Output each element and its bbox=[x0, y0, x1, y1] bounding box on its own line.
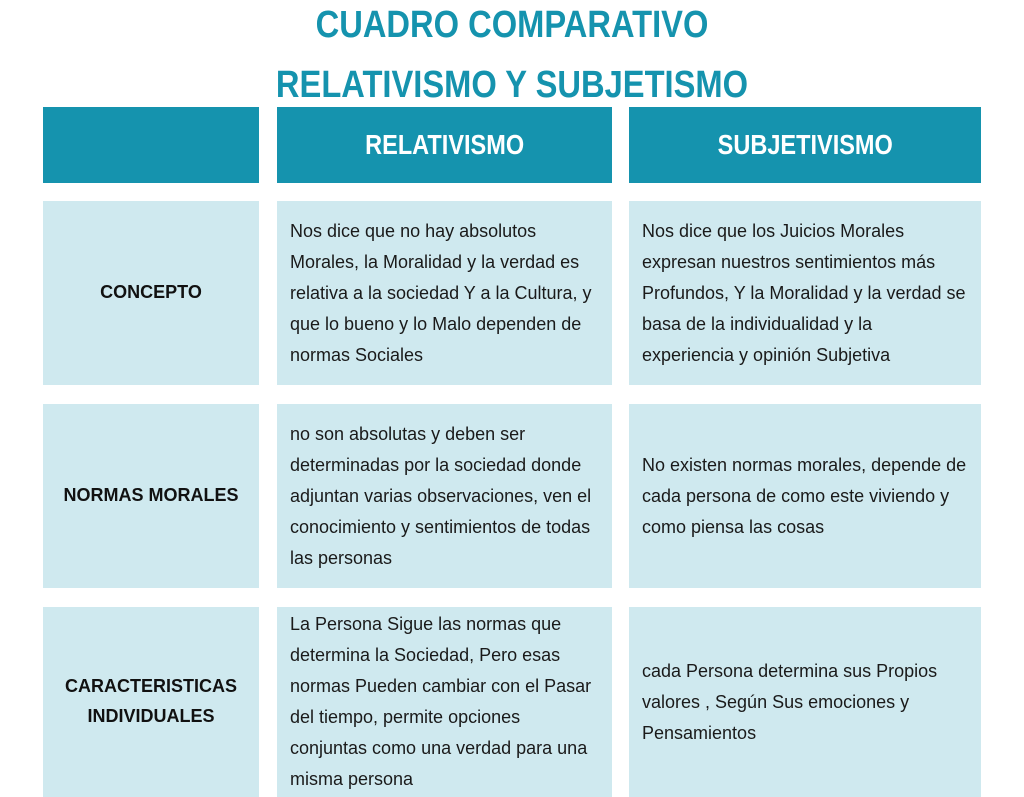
cell-caracteristicas-relativismo bbox=[277, 607, 612, 797]
cell-caracteristicas-subjetivismo bbox=[629, 607, 981, 797]
title-line-1: CUADRO COMPARATIVO bbox=[315, 4, 709, 46]
cell-concepto-relativismo bbox=[277, 201, 612, 385]
row-label-concepto: CONCEPTO bbox=[100, 282, 202, 303]
row-label-cell-caracteristicas bbox=[43, 607, 259, 797]
cell-text-caracteristicas-subjetivismo: cada Persona determina sus Propios valores , Según Sus emociones y Pensamientos bbox=[642, 660, 938, 743]
header-cell-relativismo bbox=[277, 107, 612, 183]
header-cell-subjetivismo bbox=[629, 107, 981, 183]
cell-text-concepto-relativismo: Nos dice que no hay absolutos Morales, la Moralidad y la verdad es relativa a la sociedad Y a la Cultura, y que lo bueno y lo Malo dependen de normas Sociales bbox=[290, 220, 592, 365]
header-label-subjetivismo: SUBJETIVISMO bbox=[717, 129, 893, 160]
title-line-2: RELATIVISMO Y SUBJETISMO bbox=[275, 64, 749, 106]
cell-normas-subjetivismo bbox=[629, 404, 981, 588]
header-label-relativismo: RELATIVISMO bbox=[365, 129, 524, 160]
row-label-cell-normas-morales bbox=[43, 404, 259, 588]
cell-text-normas-relativismo: no son absolutas y deben ser determinadas por la sociedad donde adjuntan varias observaciones, ven el conocimiento y sentimientos de todas las personas bbox=[290, 423, 592, 568]
row-label-cell-concepto bbox=[43, 201, 259, 385]
row-label-normas-morales: NORMAS MORALES bbox=[63, 485, 239, 506]
row-label-caracteristicas: CARACTERISTICAS INDIVIDUALES bbox=[64, 676, 237, 726]
cell-text-concepto-subjetivismo: Nos dice que los Juicios Morales expresan nuestros sentimientos más Profundos, Y la Moralidad y la verdad se basa de la individualidad y la experiencia y opinión Subjetiva bbox=[642, 220, 966, 365]
cell-concepto-subjetivismo bbox=[629, 201, 981, 385]
cell-text-normas-subjetivismo: No existen normas morales, depende de cada persona de como este viviendo y como piensa las cosas bbox=[642, 454, 967, 537]
cell-text-caracteristicas-relativismo: La Persona Sigue las normas que determina la Sociedad, Pero esas normas Pueden cambiar con el Pasar del tiempo, permite opciones conjuntas como una verdad para una misma persona bbox=[290, 614, 592, 789]
cell-normas-relativismo bbox=[277, 404, 612, 588]
header-cell-empty bbox=[43, 107, 259, 183]
